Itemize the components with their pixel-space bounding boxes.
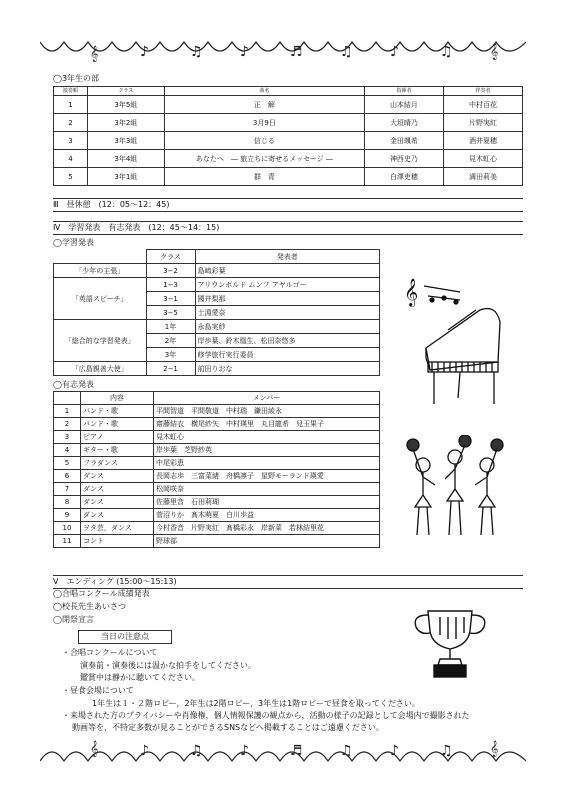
notes-line: ・合唱コンクールについて	[62, 648, 158, 657]
table-row: 3−5 土淵愛奈	[54, 306, 380, 320]
table-row: 「広島親善大使」 2−1 前田りおな	[54, 362, 380, 376]
table-header-row: 内容 メンバー	[54, 392, 380, 405]
svg-text:♫: ♫	[340, 743, 353, 759]
music-note-border-top	[40, 36, 526, 66]
svg-text:♪: ♪	[140, 44, 149, 60]
svg-text:♫: ♫	[340, 44, 353, 60]
table-row: 4 ギター・歌 岸歩葉 芝野紗英	[54, 444, 380, 457]
table-row: 4 3年4組 あなたへ ― 旅立ちに寄せるメッセージ ― 神西史乃 見木虹心	[54, 150, 523, 168]
svg-text:♪: ♪	[240, 743, 249, 759]
table-row: 5 フラダンス 中尾彩恵	[54, 457, 380, 470]
notes-line: 1年生は１・２階ロビー，2年生は2階ロビー，3年生は1階ロビーで昼食を取ってください。	[92, 699, 420, 708]
presentation-section: Ⅳ 学習発表 有志発表 (12：45〜14：15)	[53, 221, 523, 235]
music-note-border-bottom	[40, 737, 526, 767]
volunteer-table	[53, 391, 380, 548]
table-row: 「少年の主張」 3−2 島﨑彩葉	[54, 264, 380, 278]
notes-line: ・昼食会場について	[62, 686, 134, 695]
svg-text:♪: ♪	[390, 743, 399, 759]
svg-text:𝄞: 𝄞	[90, 46, 99, 62]
table-row: 「英語スピーチ」 1−3 アリウンボルド ムンフ アヤルゴー	[54, 278, 380, 292]
svg-text:♪: ♪	[390, 44, 399, 60]
svg-text:♬: ♬	[290, 743, 303, 759]
piano-icon	[400, 270, 510, 410]
svg-text:♪: ♪	[240, 44, 249, 60]
ending-section: Ⅴ エンディング (15:00〜15:13)	[53, 575, 523, 589]
table-row: 1 3年5組 正 解 山本結月 中村百花	[54, 96, 523, 114]
table-row: 1 バンド・歌 平間智道 平間敬道 中村瑞 鎌田綾永	[54, 405, 380, 418]
table-row: 9 ダンス 菅沼りか 髙木萌夏 白川歩益	[54, 509, 380, 522]
svg-text:♫: ♫	[440, 44, 453, 60]
notes-line: 鑑賞中は静かに聴いてください。	[80, 673, 200, 682]
notes-line: 演奏前・演奏後には温かな拍手をしてください。	[80, 661, 256, 670]
ending-item: ◯閉祭宣言	[53, 615, 94, 624]
svg-text:♫: ♫	[190, 743, 203, 759]
table-row: 「総合的な学習発表」 1年 永島実紗	[54, 320, 380, 334]
svg-text:♬: ♬	[290, 44, 303, 60]
table-header-row: クラス 発表者	[54, 250, 380, 264]
table-header-row: 演奏順 クラス 曲名 指揮者 伴奏者	[54, 87, 523, 96]
table-row: 8 ダンス 佐藤里音 石田莉瑚	[54, 496, 380, 509]
ending-item: ◯合唱コンクール成績発表	[53, 589, 150, 598]
notes-title: 当日の注意点	[78, 630, 172, 644]
svg-text:♪: ♪	[140, 743, 149, 759]
grade3-heading: ◯3年生の部	[53, 74, 100, 83]
table-row: 2 3年2組 3月9日 大垣晴乃 片野実紅	[54, 114, 523, 132]
svg-text:♫: ♫	[190, 44, 203, 60]
notes-line: ・来場された方のプライバシーや肖像権，個人情報保護の観点から，活動の様子の記録として会場内で撮影された	[62, 711, 470, 720]
volunteer-heading: ◯有志発表	[53, 380, 94, 389]
svg-text:𝄞: 𝄞	[90, 741, 99, 757]
learning-table	[53, 249, 380, 376]
table-row: 10 ヲタ芸，ダンス 今村香音 片野実紅 髙橋彩永 岸新菜 若林結里花	[54, 522, 380, 535]
notes-line: 動画等を，不特定多数が見ることができるSNSなどへ掲載することはご遠慮ください。	[72, 723, 384, 732]
table-row: 5 3年1組 群 青 白澤吏穂 満田莉美	[54, 168, 523, 186]
ending-item: ◯校長先生あいさつ	[53, 602, 126, 611]
svg-text:𝄞: 𝄞	[490, 741, 499, 757]
cheerleaders-icon	[405, 435, 505, 545]
table-row: 3年 修学旅行実行委員	[54, 348, 380, 362]
table-row: 7 ダンス 松岡咲奈	[54, 483, 380, 496]
lunch-section: Ⅲ 昼休憩 (12：05〜12：45)	[53, 198, 523, 212]
svg-text:♫: ♫	[440, 743, 453, 759]
table-row: 3 3年3組 信じる 金田颯希 酒井夏穂	[54, 132, 523, 150]
table-row: 2 バンド・歌 齋藤結衣 横尾紗矢 中村瑛里 丸目龍希 兒玉果子	[54, 418, 380, 431]
grade3-table	[53, 86, 523, 186]
learning-heading: ◯学習発表	[53, 238, 94, 247]
table-row: 3−1 國井梨那	[54, 292, 380, 306]
table-row: 6 ダンス 長岡志歩 三富菜緒 舟橋凛子 星野モーランド瑛愛	[54, 470, 380, 483]
table-row: 2年 岸歩葉、鈴木凰生、松田奈悠多	[54, 334, 380, 348]
svg-text:𝄞: 𝄞	[404, 278, 419, 306]
svg-text:𝄞: 𝄞	[490, 44, 499, 60]
table-row: 3 ピアノ 見木虹心	[54, 431, 380, 444]
table-row: 11 コント 野球部	[54, 535, 380, 548]
trophy-icon	[410, 605, 490, 680]
